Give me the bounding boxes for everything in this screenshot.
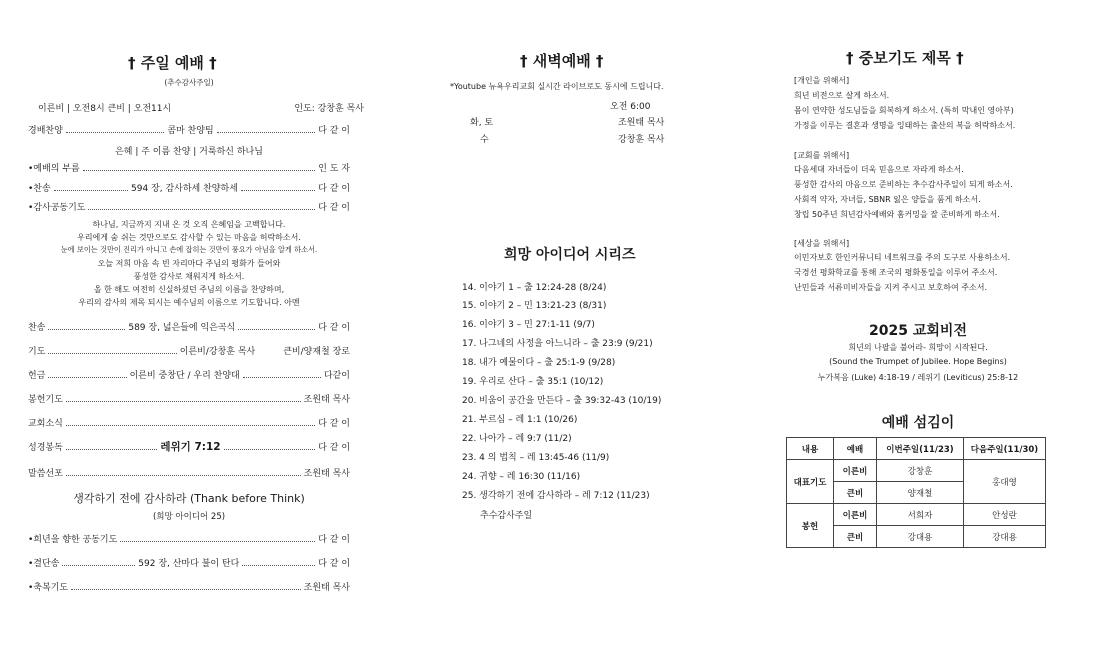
order-label: •축복기도	[28, 582, 69, 593]
vision-line: (Sound the Trumpet of Jubilee. Hope Begins)	[829, 357, 1007, 366]
order-offering	[28, 367, 350, 381]
dawn-pastor-1: 조원태 목사	[618, 118, 665, 128]
prayer-item: 난민들과 서류미비자들을 지켜 주시고 보호하여 주소서.	[794, 283, 987, 292]
table-header: 다음주일(11/30)	[964, 438, 1046, 460]
dot-leader	[54, 190, 128, 191]
list-item: 22. 나아가 – 레 9:7 (11/2)	[462, 434, 572, 444]
order-prelude	[28, 122, 350, 136]
order-prayer	[28, 343, 350, 357]
table-header: 예배	[834, 438, 877, 460]
dot-leader	[66, 475, 301, 476]
order-performer: 큰비/양재철 장로	[283, 346, 350, 357]
servers-title: 예배 섬김이	[881, 415, 955, 431]
order-performer: 다 같 이	[318, 534, 350, 545]
prayer-item: 희년 비전으로 살게 하소서.	[794, 91, 890, 100]
order-hymn-2	[28, 319, 350, 333]
order-performer: 다 같 이	[318, 125, 350, 136]
intercession-title: † 중보기도 제목 †	[846, 49, 964, 67]
prayer-line: 오늘 저희 마음 속 빈 자리마다 주님의 평화가 들어와	[97, 259, 281, 268]
table-cell: 홍대영	[964, 460, 1046, 504]
order-performer: 다 같 이	[318, 183, 351, 194]
prelude-songs: 은혜 | 주 이름 찬양 | 거룩하신 하나님	[115, 147, 263, 157]
order-sermon	[28, 465, 350, 479]
service-times: 이른비 | 오전8시 큰비 | 오전11시	[38, 104, 172, 114]
table-cell: 안성란	[964, 504, 1046, 526]
order-label: 말씀선포	[28, 468, 63, 479]
table-cell: 이른비	[834, 504, 877, 526]
dot-leader	[71, 589, 301, 590]
table-header-row	[787, 438, 1046, 460]
vision-line: 누가복음 (Luke) 4:18-19 / 레위기 (Leviticus) 25:8-12	[817, 373, 1019, 382]
list-item: 16. 이야기 3 – 민 27:1-11 (9/7)	[462, 320, 595, 330]
servers-table	[786, 437, 1046, 548]
order-benediction	[28, 579, 350, 593]
order-label: 기도	[28, 346, 46, 357]
dot-leader	[48, 329, 125, 330]
table-row	[787, 504, 1046, 526]
church-heading: [교회를 위해서]	[794, 151, 850, 160]
table-cell: 강대용	[877, 526, 964, 548]
prayer-line: 올 한 해도 여전히 신실하셨던 주님의 이름을 찬양하며,	[93, 285, 285, 294]
order-news	[28, 415, 350, 429]
list-item: 20. 비움이 공간을 만든다 – 출 39:32-43 (10/19)	[462, 396, 662, 406]
order-label: 성경봉독	[28, 442, 63, 453]
order-performer: 다 같 이	[318, 558, 351, 569]
sermon-subtitle: (희망 아이디어 25)	[152, 512, 226, 522]
table-header: 내용	[787, 438, 834, 460]
list-item: 19. 우리로 산다 – 출 35:1 (10/12)	[462, 377, 604, 387]
dot-leader	[66, 401, 301, 402]
order-call-to-worship	[28, 160, 350, 174]
order-label: 봉헌기도	[28, 394, 63, 405]
dot-leader	[66, 449, 158, 450]
sunday-service-title: † 주일 예배 †	[128, 54, 217, 72]
vision-title: 2025 교회비전	[869, 323, 967, 339]
series-title: 희망 아이디어 시리즈	[504, 247, 636, 263]
order-detail: 콤마 찬양팀	[167, 125, 214, 136]
table-cell: 강대용	[964, 526, 1046, 548]
dot-leader	[241, 190, 315, 191]
order-label: 경배찬양	[28, 125, 63, 136]
sunday-service-column	[28, 0, 364, 668]
dawn-pastor-2: 강창훈 목사	[618, 135, 665, 145]
dot-leader	[66, 425, 315, 426]
list-item: 18. 내가 예물이다 – 출 25:1-9 (9/28)	[462, 358, 616, 368]
list-item: 24. 귀향 – 레 16:30 (11/16)	[462, 472, 581, 482]
table-cell: 강창훈	[877, 460, 964, 482]
order-label: 교회소식	[28, 418, 63, 429]
prayer-item: 가정을 이루는 결혼과 생명을 잉태하는 출산의 복을 허락하소서.	[794, 121, 1016, 130]
order-label: •희년을 향한 공동기도	[28, 534, 118, 545]
prayer-item: 풍성한 감사의 마음으로 준비하는 추수감사주일이 되게 하소서.	[794, 180, 1013, 189]
list-item: 21. 부르심 – 레 1:1 (10/26)	[462, 415, 578, 425]
dawn-day-1: 화, 토	[470, 118, 494, 128]
order-hymn-1	[28, 180, 350, 194]
dot-leader	[48, 377, 126, 378]
prayer-item: 사회적 약자, 자녀들, SBNR 잃은 양들을 품게 하소서.	[794, 195, 981, 204]
dawn-time: 오전 6:00	[610, 102, 651, 112]
dot-leader	[120, 541, 315, 542]
vision-line: 희년의 나팔을 불어라- 희망이 시작된다.	[848, 343, 988, 352]
dawn-service-column	[450, 0, 672, 668]
prayer-line: 눈에 보이는 것만이 진리가 아니고 손에 잡히는 것만이 풍요가 아님을 알게 하소서.	[60, 245, 318, 254]
order-performer: 다 같 이	[318, 442, 351, 453]
table-cell: 큰비	[834, 526, 877, 548]
world-heading: [세상을 위해서]	[794, 239, 850, 248]
order-label: •감사공동기도	[28, 202, 86, 213]
prayer-line: 풍성한 감사로 채워지게 하소서.	[133, 272, 245, 281]
dot-leader	[48, 353, 176, 354]
service-leader: 인도: 강창훈 목사	[294, 104, 364, 114]
order-label: •결단송	[28, 558, 60, 569]
order-offering-prayer	[28, 391, 350, 405]
order-performer: 조원태 목사	[303, 394, 350, 405]
dot-leader	[217, 132, 316, 133]
youtube-note: *Youtube 뉴욕우리교회 실시간 라이브로도 동시에 드립니다.	[450, 82, 664, 91]
dot-leader	[66, 132, 165, 133]
list-item: 14. 이야기 1 – 출 12:24-28 (8/24)	[462, 283, 607, 293]
order-scripture	[28, 439, 350, 453]
table-cell: 서희자	[877, 504, 964, 526]
table-cell: 봉헌	[787, 504, 834, 548]
order-detail: 589 장, 넓은들에 익은곡식	[128, 322, 236, 333]
order-label: 헌금	[28, 370, 46, 381]
order-detail: 이른비/강창훈 목사	[179, 346, 256, 357]
list-item: 15. 이야기 2 – 민 13:21-23 (8/31)	[462, 301, 607, 311]
prayer-item: 이민자보호 한인커뮤니티 네트워크를 주의 도구로 사용하소서.	[794, 253, 1011, 262]
order-label: •예배의 부름	[28, 163, 80, 174]
order-label: •찬송	[28, 183, 51, 194]
order-closing-hymn	[28, 555, 350, 569]
table-cell: 대표기도	[787, 460, 834, 504]
prayer-item: 다음세대 자녀들이 더욱 믿음으로 자라게 하소서.	[794, 165, 964, 174]
sunday-service-subtitle: (추수감사주일)	[164, 78, 214, 87]
order-detail: 594 장, 감사하세 찬양하세	[131, 183, 238, 194]
order-performer: 다 같 이	[318, 202, 350, 213]
order-jubilee-prayer	[28, 531, 350, 545]
order-detail: 592 장, 산마다 불이 탄다	[138, 558, 240, 569]
sermon-title: 생각하기 전에 감사하라 (Thank before Think)	[73, 492, 305, 505]
order-performer: 다 같 이	[318, 418, 350, 429]
dawn-service-title: † 새벽예배 †	[520, 52, 604, 70]
list-item: 25. 생각하기 전에 감사하라 – 레 7:12 (11/23)	[462, 491, 650, 501]
prayer-line: 우리의 감사의 제목 되시는 예수님의 이름으로 기도합니다. 아멘	[78, 298, 300, 307]
table-cell: 이른비	[834, 460, 877, 482]
table-header: 이번주일(11/23)	[877, 438, 964, 460]
dawn-day-2: 수	[480, 135, 489, 145]
prayer-line: 하나님, 지금까지 지내 온 것 오직 은혜임을 고백합니다.	[92, 220, 286, 229]
order-label: 찬송	[28, 322, 46, 333]
dot-leader	[224, 449, 316, 450]
prayer-item: 창립 50주년 희년감사예배와 홈커밍을 잘 준비하게 하소서.	[794, 210, 1000, 219]
dot-leader	[243, 377, 321, 378]
prayer-item: 몸이 연약한 성도님들을 회복하게 하소서. (특히 막내인 영아부)	[794, 106, 1014, 115]
dot-leader	[242, 565, 315, 566]
order-performer: 인 도 자	[318, 163, 350, 174]
order-detail: 이른비 중창단 / 우리 찬양대	[129, 370, 240, 381]
order-performer: 조원태 목사	[303, 468, 350, 479]
order-performer: 다 같 이	[318, 322, 351, 333]
series-note: 추수감사주일	[480, 511, 533, 521]
prayer-line: 우리에게 숨 쉬는 것만으로도 감사할 수 있는 마음을 허락하소서.	[77, 233, 301, 242]
order-detail: 레위기 7:12	[160, 440, 221, 453]
order-performer: 다같이	[323, 370, 351, 381]
order-performer: 조원태 목사	[303, 582, 350, 593]
dot-leader	[238, 329, 315, 330]
order-thanks-prayer	[28, 199, 350, 213]
dot-leader	[88, 209, 315, 210]
table-row	[787, 460, 1046, 482]
list-item: 17. 나그네의 사정을 아느니라 – 출 23:9 (9/21)	[462, 339, 653, 349]
dot-leader	[62, 565, 135, 566]
personal-heading: [개인을 위해서]	[794, 76, 850, 85]
prayer-item: 국경선 평화학교를 통해 조국의 평화통일을 이루어 주소서.	[794, 268, 998, 277]
dot-leader	[83, 170, 316, 171]
list-item: 23. 4 의 법칙 – 레 13:45-46 (11/9)	[462, 453, 610, 463]
table-cell: 큰비	[834, 482, 877, 504]
intercession-column	[784, 0, 1052, 668]
table-cell: 양재철	[877, 482, 964, 504]
